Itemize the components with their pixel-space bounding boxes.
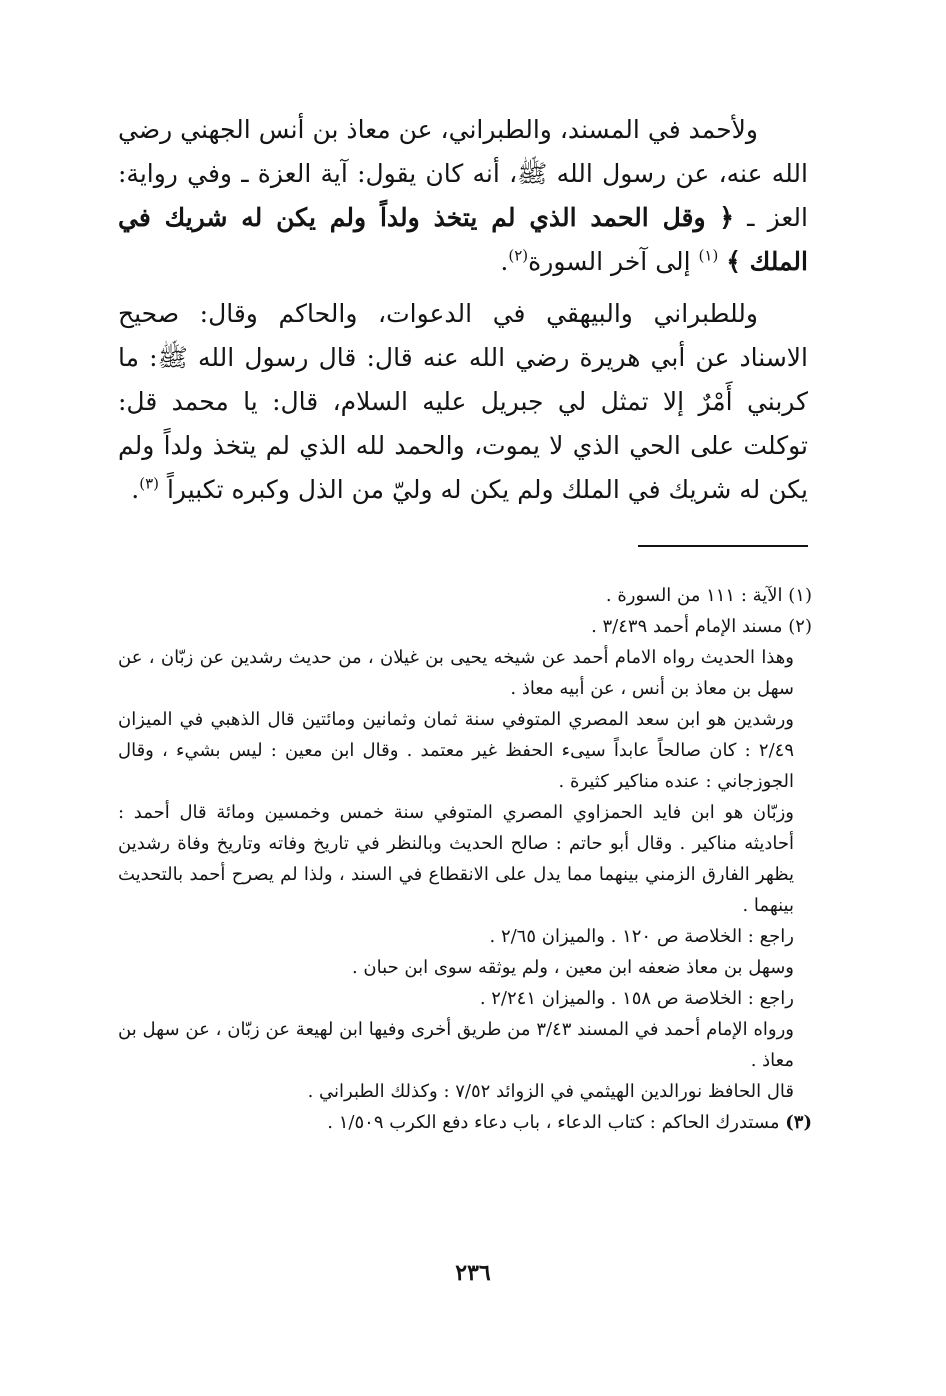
footnote-2-number: (٢) (788, 616, 812, 637)
footnote-2-text: مسند الإمام أحمد ٣/٤٣٩ . (591, 616, 789, 637)
footnote-ref-1[interactable]: (١) (698, 246, 719, 265)
paragraph-2 (118, 292, 808, 512)
footnote-1-number: (١) (788, 585, 812, 606)
paragraph-1-intro: ولأحمد في المسند، والطبراني، عن معاذ بن أنس الجهني رضي الله عنه، عن رسول الله ﷺ، أنه كان يقول: آية العزة ـ وفي رواية: العز ـ (118, 115, 808, 232)
footnote-2-detail: ورواه الإمام أحمد في المسند ٣/٤٣ من طريق أخرى وفيها ابن لهيعة عن زبّان ، عن سهل بن معاذ . (118, 1019, 794, 1071)
paragraph-1-end: . (500, 247, 509, 276)
footnote-ref-2[interactable]: (٢) (508, 246, 529, 265)
footnote-2-detail: قال الحافظ نورالدين الهيثمي في الزوائد ٧/٥٢ : وكذلك الطبراني . (307, 1081, 794, 1102)
footnote-2-detail: وهذا الحديث رواه الامام أحمد عن شيخه يحيى بن غيلان ، من حديث رشدين عن زبّان ، عن سهل بن معاذ بن أنس ، عن أبيه معاذ . (118, 647, 794, 699)
paragraph-2-text: وللطبراني والبيهقي في الدعوات، والحاكم وقال: صحيح الاسناد عن أبي هريرة رضي الله عنه قال: قال رسول الله ﷺ: ما كربني أَمْرٌ إلا تمثل لي جبريل عليه السلام، قال: يا محمد قل: توكلت على الحي الذي لا يموت، والحمد لله الذي لم يتخذ ولداً ولم يكن له شريك في الملك ولم يكن له وليّ من الذل وكبره تكبيراً (118, 299, 808, 504)
footnote-2-detail: وزبّان هو ابن فايد الحمزاوي المصري المتوفي سنة خمس وخمسين ومائة قال أحمد : أحاديثه مناكير . وقال أبو حاتم : صالح الحديث وبالنظر في تاريخ وفاته وتاريخ وفاة رشدين يظهر الفارق الزمني بينهما مما يدل على الانقطاع في السند ، ولذا لم يصرح أحمد بالتحديث بينهما . (118, 802, 794, 916)
footnote-3-number: (٣) (785, 1112, 812, 1133)
paragraph-1 (118, 108, 808, 284)
footnote-ref-3[interactable]: (٣) (139, 474, 159, 493)
paragraph-1-middle: إلى آخر السورة (528, 247, 699, 276)
footnotes-section (118, 580, 812, 1138)
footnote-2-detail: وسهل بن معاذ ضعفه ابن معين ، ولم يوثقه سوى ابن حبان . (351, 957, 794, 978)
footnote-1-text: الآية : ١١١ من السورة . (605, 585, 789, 606)
footnote-3 (118, 1107, 812, 1138)
footnote-separator (638, 545, 808, 547)
footnote-2-detail: ورشدين هو ابن سعد المصري المتوفي سنة ثمان وثمانين ومائتين قال الذهبي في الميزان ٢/٤٩ : كان صالحاً عابداً سيىء الحفظ غير معتمد . وقال ابن معين : ليس بشيء ، وقال الجوزجاني : عنده مناكير كثيرة . (118, 709, 795, 792)
footnote-3-text: مستدرك الحاكم : كتاب الدعاء ، باب دعاء دفع الكرب ١/٥٠٩ . (327, 1112, 786, 1133)
quran-quote: ﴿ وقل الحمد الذي لم يتخذ ولداً ولم يكن له شريك في الملك ﴾ (118, 203, 808, 276)
footnote-1 (118, 580, 812, 611)
footnote-2-detail: راجع : الخلاصة ص ١٢٠ . والميزان ٢/٦٥ . (489, 926, 794, 947)
page-number: ٢٣٦ (455, 1260, 491, 1286)
footnote-2 (118, 611, 812, 642)
paragraph-2-end: . (131, 475, 140, 504)
footnote-2-detail: راجع : الخلاصة ص ١٥٨ . والميزان ٢/٢٤١ . (479, 988, 794, 1009)
